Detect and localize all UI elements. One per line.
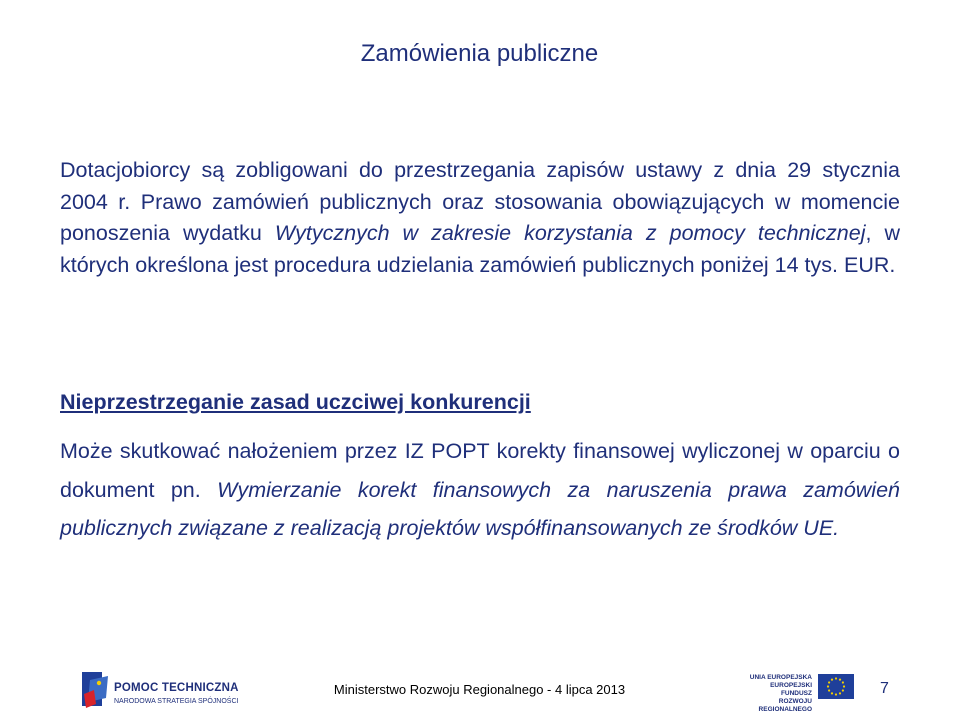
paragraph-corrections-text: Może skutkować nałożeniem przez IZ POPT korekty finansowej wyliczonej w oparciu o dokument pn. <box>60 439 900 502</box>
pomoc-techniczna-logo-line1: POMOC TECHNICZNA <box>114 682 239 694</box>
section-heading: Nieprzestrzeganie zasad uczciwej konkurencji <box>60 390 531 414</box>
slide-footer <box>0 658 959 720</box>
guidelines-title: Wytycznych w zakresie korzystania z pomocy technicznej <box>274 221 866 245</box>
pomoc-techniczna-logo-line2: NARODOWA STRATEGIA SPÓJNOŚCI <box>114 698 239 705</box>
eu-logo <box>740 672 860 712</box>
eu-logo-line1: UNIA EUROPEJSKA <box>749 674 812 681</box>
paragraph-obligations-text-1: Dotacjobiorcy są zobligowani do przestrzegania zapisów ustawy z dnia 29 stycznia 2004 r. Prawo zamówień publicznych oraz stosowania obowiązujących w momencie ponoszenia wydatku <box>60 158 900 245</box>
eu-logo-text <box>740 674 812 714</box>
eu-flag-icon <box>818 674 854 699</box>
paragraph-obligations <box>60 155 900 281</box>
eu-logo-line3: ROZWOJU REGIONALNEGO <box>758 698 812 713</box>
eu-logo-line2: EUROPEJSKI FUNDUSZ <box>770 682 812 697</box>
slide-title: Zamówienia publiczne <box>360 40 599 67</box>
page-number: 7 <box>880 680 889 697</box>
paragraph-corrections <box>60 432 900 548</box>
footer-ministry-date: Ministerstwo Rozwoju Regionalnego - 4 lipca 2013 <box>333 682 626 697</box>
paragraph-obligations-text-2: , w których określona jest procedura udzielania zamówień publicznych poniżej 14 tys. EUR. <box>60 221 900 277</box>
document-title: Wymierzanie korekt finansowych za naruszenia prawa zamówień publicznych związane z realizacją projektów współfinansowanych ze środków UE. <box>60 477 900 540</box>
